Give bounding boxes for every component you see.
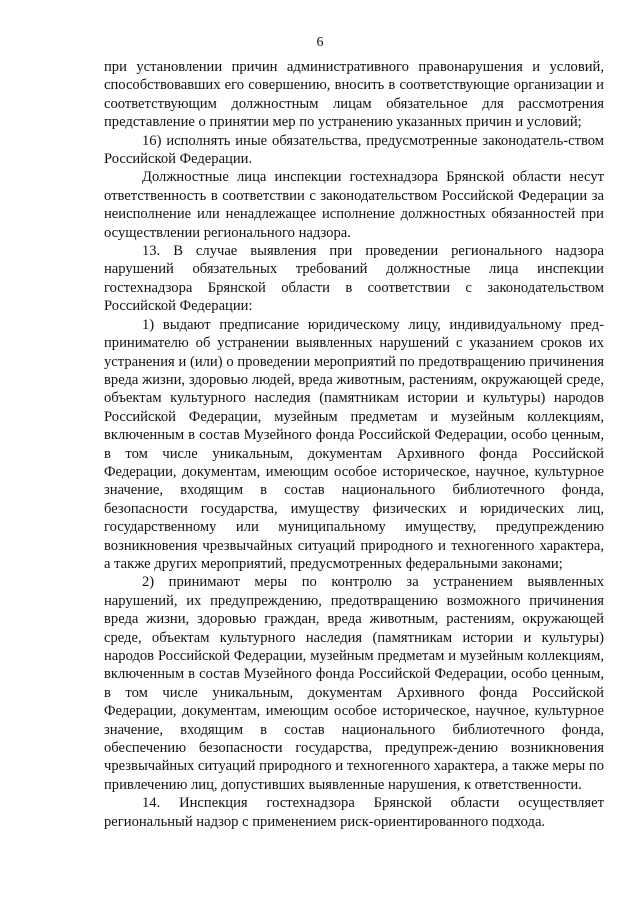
paragraph-section-13: 13. В случае выявления при проведении регионального надзора нарушений обязательных требований должностные лица инспекции гостехнадзора Брянской области в соответствии с законодательством Российской Федерации: bbox=[104, 243, 604, 315]
paragraph-item-2: 2) принимают меры по контролю за устранением выявленных нарушений, их предупреждению, предотвращению возможного причинения вреда жизни, здоровью граждан, вреда животным, растениям, окружающей среде, объектам культурного наследия (памятникам истории и культуры) народов Российской Федерации, музейным предметам и музейным коллекциям, включенным в состав Музейного фонда Российской Федерации, особо ценным, в том числе уникальным, документам Архивного фонда Российской Федерации, документам, имеющим особое историческое, научное, культурное значение, входящим в состав национального библиотечного фонда, обеспечению безопасности государства, предупреж-дению возникновения чрезвычайных ситуаций природного и техногенного характера, а также меры по привлечению лиц, допустивших выявленные нарушения, к ответственности. bbox=[104, 574, 604, 793]
paragraph-responsibility: Должностные лица инспекции гостехнадзора Брянской области несут ответственность в соответствии с законодательством Российской Федерации за неисполнение или ненадлежащее исполнение должностных обязанностей при осуществлении регионального надзора. bbox=[104, 169, 604, 241]
paragraph-section-14: 14. Инспекция гостехнадзора Брянской области осуществляет региональный надзор с применением риск-ориентированного подхода. bbox=[104, 795, 604, 830]
document-body bbox=[104, 58, 604, 831]
paragraph-continuation: при установлении причин административного правонарушения и условий, способствовавших его совершению, вносить в соответствующие организации и соответствующим должностным лицам обязательное для рассмотрения представление о принятии мер по устранению указанных причин и условий; bbox=[104, 59, 604, 131]
paragraph-item-1: 1) выдают предписание юридическому лицу, индивидуальному пред-принимателю об устранении выявленных нарушений с указанием сроков их устранения и (или) о проведении мероприятий по предотвращению причинения вреда жизни, здоровью людей, вреда животным, растениям, окружающей среде, объектам культурного наследия (памятникам истории и культуры) народов Российской Федерации, музейным предметам и музейным коллекциям, включенным в состав Музейного фонда Российской Федерации, особо ценным, в том числе уникальным, документам Архивного фонда Российской Федерации, документам, имеющим особое историческое, научное, культурное значение, входящим в состав национального библиотечного фонда, безопасности государства, имуществу физических и юридических лиц, государственному или муниципальному имуществу, предупреждению возникновения чрезвычайных ситуаций природного и техногенного характера, а также других мероприятий, предусмотренных федеральными законами; bbox=[104, 316, 604, 572]
paragraph-item-16: 16) исполнять иные обязательства, предусмотренные законодатель-ством Российской Федерации. bbox=[104, 132, 604, 168]
page-number: 6 bbox=[316, 35, 324, 50]
